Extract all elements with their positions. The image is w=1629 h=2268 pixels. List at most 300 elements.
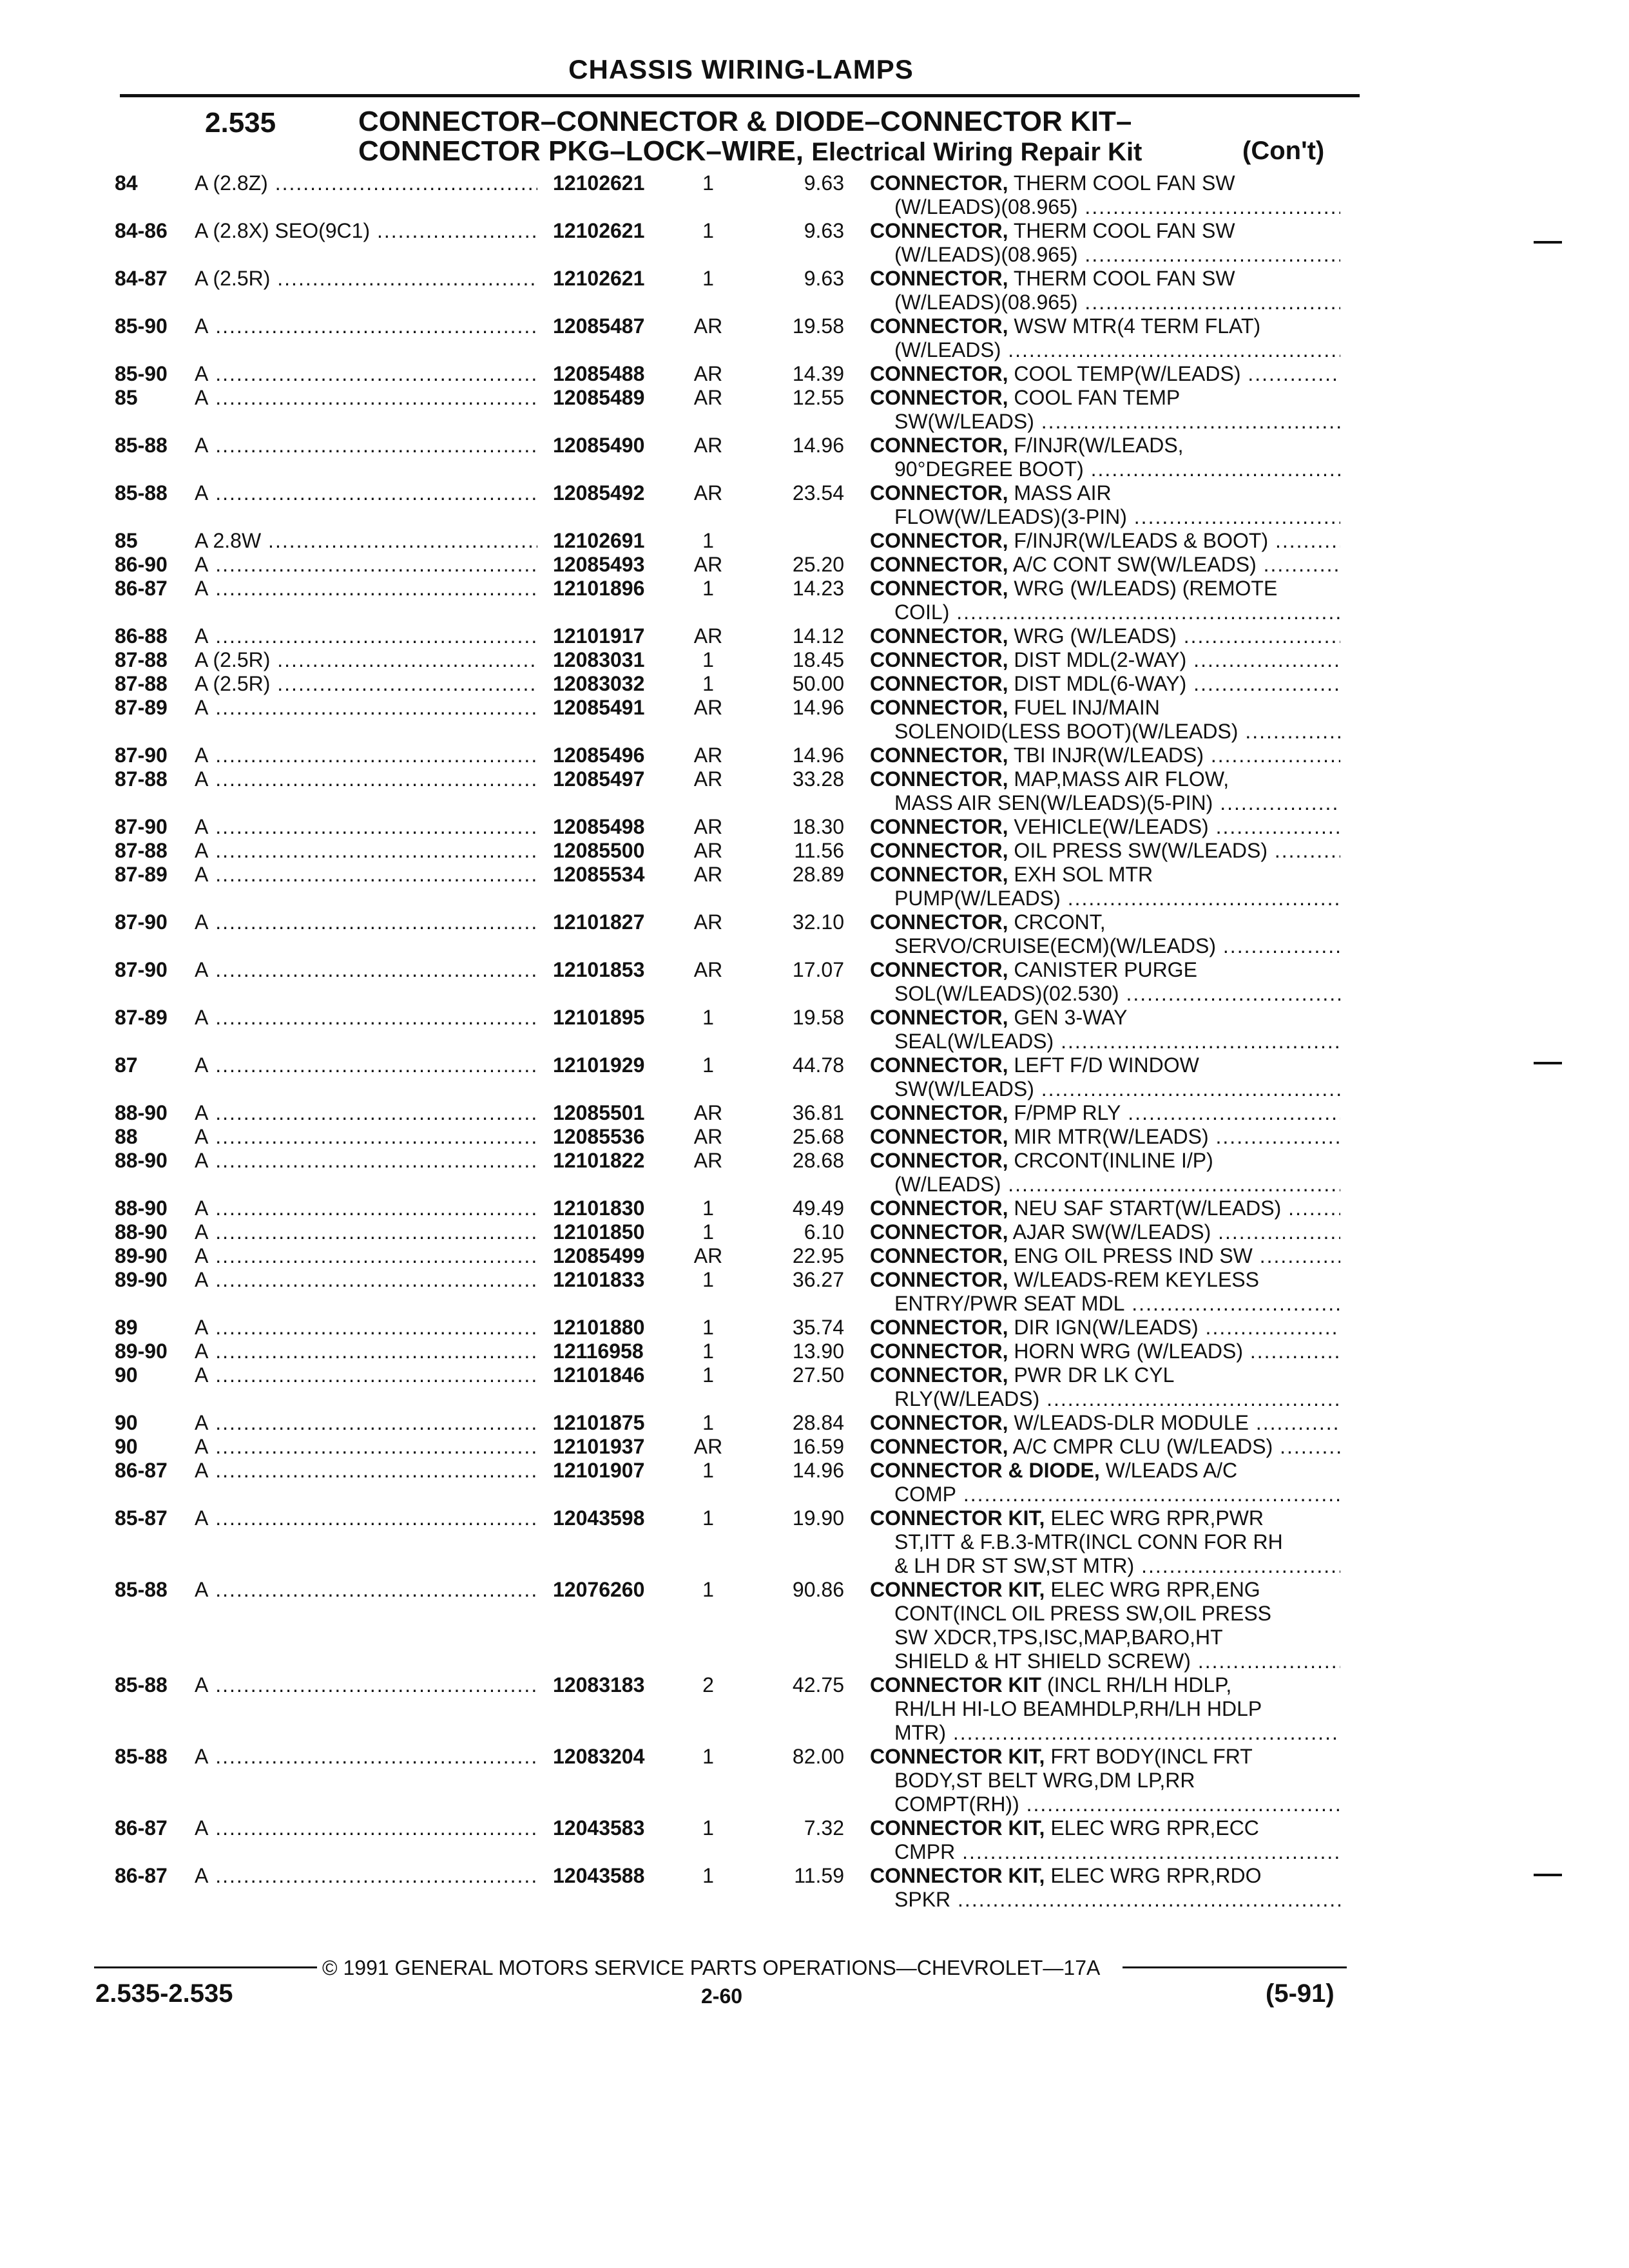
price-cell: 49.49 [792,1196,844,1220]
description-line [870,338,1340,362]
year-cell: 85-88 [115,1673,168,1696]
price-cell: 50.00 [792,672,844,695]
description-line [870,1888,1340,1912]
part-number-cell: 12101937 [553,1435,645,1458]
description-keyword: CONNECTOR, [870,672,1008,695]
application-cell: A ..... [195,1196,537,1220]
description-line [870,1363,1340,1387]
parts-row [0,362,1629,386]
description-line [870,1173,1340,1196]
description-line [870,1340,1340,1363]
description-keyword: CONNECTOR, [870,1101,1008,1124]
year-cell: 84 [115,171,138,195]
description-cell [870,1125,1340,1149]
description-keyword: CONNECTOR, [870,1363,1008,1387]
description-line [870,1840,1340,1864]
description-cell [870,1149,1340,1196]
description-cell [870,910,1340,958]
description-line [870,648,1340,672]
price-cell: 19.58 [792,314,844,338]
quantity-cell: AR [693,481,723,505]
description-cell [870,1316,1340,1340]
description-keyword: CONNECTOR, [870,1053,1008,1077]
description-line [870,1125,1340,1149]
description-keyword: CONNECTOR, [870,1244,1008,1267]
application-cell: A 2.8W ..... [195,529,537,553]
description-cell [870,1864,1340,1912]
price-cell: 18.30 [792,815,844,838]
description-line [870,1006,1340,1030]
year-cell: 89 [115,1316,138,1339]
quantity-cell: AR [693,553,723,576]
part-number-cell: 12083032 [553,672,645,695]
price-cell: 14.96 [792,1459,844,1482]
description-cell [870,1196,1340,1220]
parts-row [0,767,1629,815]
description-keyword: CONNECTOR, [870,910,1008,934]
year-cell: 87-90 [115,958,168,981]
description-text: CRCONT, [1014,910,1106,934]
application-cell: A ..... [195,1006,537,1030]
part-number-cell: 12101833 [553,1268,645,1291]
part-number-cell: 12085496 [553,744,645,767]
part-number-cell: 12043598 [553,1506,645,1530]
description-line [870,982,1340,1006]
description-line [870,1864,1340,1888]
description-keyword: CONNECTOR KIT, [870,1506,1045,1530]
description-keyword: CONNECTOR, [870,577,1008,600]
quantity-cell: 1 [702,1006,714,1029]
section-title [358,107,1142,167]
description-line [870,1697,1340,1721]
year-cell: 86-87 [115,1864,168,1887]
description-text: F/PMP RLY [1014,1101,1121,1124]
description-keyword: CONNECTOR KIT, [870,1745,1045,1768]
quantity-cell: 1 [702,1220,714,1244]
margin-mark [1534,1874,1562,1876]
part-number-cell: 12085498 [553,815,645,838]
quantity-cell: 1 [702,219,714,242]
parts-row [0,553,1629,577]
quantity-cell: 1 [702,577,714,600]
application-cell: A ..... [195,1578,537,1602]
part-number-cell: 12101830 [553,1196,645,1220]
description-cell [870,1220,1340,1244]
description-keyword: CONNECTOR, [870,1149,1008,1172]
description-text: A/C CMPR CLU (W/LEADS) [1012,1435,1273,1458]
quantity-cell: 2 [702,1673,714,1696]
description-line [870,1769,1340,1792]
description-cell [870,434,1340,481]
description-keyword: CONNECTOR, [870,624,1008,648]
price-cell: 23.54 [792,481,844,505]
description-text: MIR MTR(W/LEADS) [1014,1125,1209,1148]
description-cell [870,219,1340,267]
parts-row [0,744,1629,767]
description-keyword: CONNECTOR & DIODE, [870,1459,1100,1482]
description-line [870,505,1340,529]
description-line [870,1721,1340,1745]
description-keyword: CONNECTOR, [870,839,1008,862]
description-line [870,267,1340,291]
price-cell: 42.75 [792,1673,844,1696]
description-line [870,624,1340,648]
year-cell: 87 [115,1053,138,1077]
part-number-cell: 12101827 [553,910,645,934]
quantity-cell: 1 [702,648,714,671]
description-text: MTR) [894,1721,946,1744]
description-cell [870,839,1340,863]
year-cell: 87-88 [115,672,168,695]
description-text: DIST MDL(6-WAY) [1014,672,1187,695]
year-cell: 84-86 [115,219,168,242]
description-text: GEN 3-WAY [1014,1006,1128,1029]
application-cell: A ..... [195,1411,537,1435]
application-cell: A ..... [195,1435,537,1459]
description-text: (W/LEADS)(08.965) [894,291,1078,314]
description-keyword: CONNECTOR, [870,267,1008,290]
quantity-cell: 1 [702,1864,714,1887]
parts-row [0,386,1629,434]
description-line [870,1506,1340,1530]
description-line [870,1649,1340,1673]
description-line [870,1459,1340,1483]
description-text: F/INJR(W/LEADS, [1014,434,1184,457]
description-line [870,434,1340,457]
quantity-cell: 1 [702,1506,714,1530]
description-cell [870,1363,1340,1411]
parts-row [0,434,1629,481]
description-line [870,815,1340,839]
description-text: EXH SOL MTR [1014,863,1153,886]
description-text: FRT BODY(INCL FRT [1050,1745,1253,1768]
application-cell: A ..... [195,1506,537,1530]
price-cell: 14.96 [792,744,844,767]
description-keyword: CONNECTOR KIT, [870,1864,1045,1887]
price-cell: 28.84 [792,1411,844,1434]
part-number-cell: 12101822 [553,1149,645,1172]
margin-mark [1534,241,1562,244]
description-cell [870,1673,1340,1745]
price-cell: 11.59 [794,1864,844,1887]
description-line [870,672,1340,696]
part-number-cell: 12076260 [553,1578,645,1601]
description-text: ENG OIL PRESS IND SW [1014,1244,1253,1267]
quantity-cell: 1 [702,1459,714,1482]
description-keyword: CONNECTOR KIT, [870,1816,1045,1840]
description-line [870,958,1340,982]
description-text: ELEC WRG RPR,ECC [1050,1816,1259,1840]
part-number-cell: 12102621 [553,267,645,290]
application-cell: A (2.5R) ..... [195,648,537,672]
year-cell: 86-87 [115,1816,168,1840]
description-line [870,791,1340,815]
year-cell: 88-90 [115,1101,168,1124]
description-line [870,696,1340,720]
year-cell: 89-90 [115,1268,168,1291]
parts-list [0,171,1629,1912]
year-cell: 87-90 [115,910,168,934]
description-cell [870,1506,1340,1578]
description-line [870,1673,1340,1697]
description-keyword: CONNECTOR, [870,1340,1008,1363]
year-cell: 87-88 [115,648,168,671]
description-text: CANISTER PURGE [1014,958,1197,981]
description-line [870,457,1340,481]
application-cell: A ..... [195,1220,537,1244]
quantity-cell: AR [693,958,723,981]
description-text: RLY(W/LEADS) [894,1387,1040,1410]
description-cell [870,863,1340,910]
price-cell: 14.96 [792,434,844,457]
part-number-cell: 12101896 [553,577,645,600]
year-cell: 88-90 [115,1220,168,1244]
price-cell: 9.63 [804,171,844,195]
description-text: DIST MDL(2-WAY) [1014,648,1187,671]
parts-row [0,672,1629,696]
price-cell: 36.27 [792,1268,844,1291]
part-number-cell: 12101895 [553,1006,645,1029]
description-keyword: CONNECTOR, [870,863,1008,886]
description-text: AJAR SW(W/LEADS) [1012,1220,1211,1244]
description-line [870,362,1340,386]
description-line [870,1435,1340,1459]
price-cell: 9.63 [804,267,844,290]
description-line [870,1077,1340,1101]
year-cell: 84-87 [115,267,168,290]
year-cell: 87-89 [115,1006,168,1029]
price-cell: 33.28 [792,767,844,791]
part-number-cell: 12085490 [553,434,645,457]
application-cell: A ..... [195,863,537,887]
application-cell: A ..... [195,1149,537,1173]
parts-row [0,1673,1629,1745]
quantity-cell: AR [693,1125,723,1148]
description-cell [870,1340,1340,1363]
quantity-cell: AR [693,434,723,457]
description-text: PWR DR LK CYL [1014,1363,1175,1387]
year-cell: 87-88 [115,767,168,791]
application-cell: A (2.5R) ..... [195,672,537,696]
part-number-cell: 12085501 [553,1101,645,1124]
description-cell [870,1459,1340,1506]
parts-row [0,267,1629,314]
description-text: ENTRY/PWR SEAT MDL [894,1292,1125,1315]
description-text: W/LEADS A/C [1105,1459,1238,1482]
description-text: ELEC WRG RPR,RDO [1050,1864,1262,1887]
parts-row [0,624,1629,648]
description-cell [870,362,1340,386]
description-text: OIL PRESS SW(W/LEADS) [1014,839,1268,862]
description-cell [870,1268,1340,1316]
part-number-cell: 12102621 [553,171,645,195]
parts-row [0,1268,1629,1316]
year-cell: 85-90 [115,314,168,338]
quantity-cell: 1 [702,171,714,195]
description-line [870,1292,1340,1316]
quantity-cell: AR [693,910,723,934]
application-cell: A ..... [195,910,537,934]
part-number-cell: 12085491 [553,696,645,719]
description-line [870,1316,1340,1340]
description-line [870,839,1340,863]
application-cell: A ..... [195,1268,537,1292]
application-cell: A ..... [195,1101,537,1125]
price-cell: 25.20 [792,553,844,576]
price-cell: 28.89 [792,863,844,886]
parts-row [0,1864,1629,1912]
price-cell: 12.55 [792,386,844,409]
description-line [870,291,1340,314]
description-keyword: CONNECTOR, [870,1006,1008,1029]
parts-row [0,529,1629,553]
description-cell [870,1244,1340,1268]
application-cell: A ..... [195,839,537,863]
margin-mark [1534,1062,1562,1064]
description-line [870,1053,1340,1077]
part-number-cell: 12085497 [553,767,645,791]
description-text: NEU SAF START(W/LEADS) [1014,1196,1282,1220]
description-line [870,767,1340,791]
parts-row [0,219,1629,267]
description-keyword: CONNECTOR, [870,696,1008,719]
quantity-cell: AR [693,1149,723,1172]
description-text: W/LEADS-DLR MODULE [1014,1411,1249,1434]
description-text: PUMP(W/LEADS) [894,887,1061,910]
description-cell [870,481,1340,529]
description-keyword: CONNECTOR, [870,1196,1008,1220]
year-cell: 87-89 [115,696,168,719]
parts-row [0,314,1629,362]
footer-rule-left [94,1966,317,1968]
quantity-cell: AR [693,863,723,886]
description-text: F/INJR(W/LEADS & BOOT) [1014,529,1269,552]
price-cell: 22.95 [792,1244,844,1267]
section-title-line2-bold: CONNECTOR PKG–LOCK–WIRE, [358,135,804,167]
quantity-cell: 1 [702,1196,714,1220]
part-number-cell: 12102621 [553,219,645,242]
section-number: 2.535 [205,107,276,139]
application-cell: A ..... [195,1363,537,1387]
description-text: WRG (W/LEADS) [1014,624,1177,648]
parts-row [0,1149,1629,1196]
part-number-cell: 12116958 [553,1340,644,1363]
description-text: MASS AIR SEN(W/LEADS)(5-PIN) [894,791,1213,814]
footer-date-code: (5-91) [1266,1979,1335,2008]
description-cell [870,1435,1340,1459]
parts-row [0,1196,1629,1220]
parts-row [0,1101,1629,1125]
description-line [870,577,1340,601]
description-line [870,1602,1340,1626]
application-cell: A ..... [195,314,537,338]
price-cell: 9.63 [804,219,844,242]
application-cell: A ..... [195,1673,537,1697]
description-text: THERM COOL FAN SW [1013,219,1235,242]
quantity-cell: 1 [702,1316,714,1339]
description-line [870,553,1340,577]
description-text: LEFT F/D WINDOW [1014,1053,1199,1077]
continued-label: (Con't) [1242,137,1325,165]
price-cell: 11.56 [794,839,844,862]
description-keyword: CONNECTOR, [870,481,1008,505]
part-number-cell: 12101846 [553,1363,645,1387]
description-line [870,744,1340,767]
year-cell: 87-90 [115,815,168,838]
description-line [870,1220,1340,1244]
year-cell: 85-88 [115,481,168,505]
description-keyword: CONNECTOR, [870,1220,1008,1244]
description-cell [870,958,1340,1006]
footer-page-number: 2-60 [701,1984,743,2008]
part-number-cell: 12085487 [553,314,645,338]
parts-row [0,481,1629,529]
description-text: RH/LH HI-LO BEAMHDLP,RH/LH HDLP [894,1697,1262,1720]
quantity-cell: 1 [702,672,714,695]
description-text: COMPT(RH)) [894,1792,1019,1816]
price-cell: 7.32 [804,1816,844,1840]
description-line [870,1387,1340,1411]
description-cell [870,1053,1340,1101]
description-text: (W/LEADS)(08.965) [894,195,1078,218]
application-cell: A ..... [195,577,537,601]
description-line [870,1149,1340,1173]
application-cell: A ..... [195,553,537,577]
description-line [870,1411,1340,1435]
description-text: MAP,MASS AIR FLOW, [1014,767,1229,791]
application-cell: A (2.8Z) ..... [195,171,537,195]
year-cell: 90 [115,1435,138,1458]
part-number-cell: 12101853 [553,958,645,981]
description-line [870,529,1340,553]
description-line [870,1578,1340,1602]
price-cell: 14.96 [792,696,844,719]
description-keyword: CONNECTOR, [870,386,1008,409]
description-text: & LH DR ST SW,ST MTR) [894,1554,1135,1577]
description-text: SHIELD & HT SHIELD SCREW) [894,1649,1191,1673]
description-text: HORN WRG (W/LEADS) [1014,1340,1243,1363]
description-keyword: CONNECTOR, [870,648,1008,671]
description-text: THERM COOL FAN SW [1013,267,1235,290]
year-cell: 90 [115,1363,138,1387]
price-cell: 90.86 [792,1578,844,1601]
description-text: COOL TEMP(W/LEADS) [1014,362,1241,385]
description-text: MASS AIR [1014,481,1112,505]
description-text: (W/LEADS) [894,1173,1001,1196]
price-cell: 17.07 [792,958,844,981]
parts-row [0,839,1629,863]
application-cell: A ..... [195,958,537,982]
description-keyword: CONNECTOR, [870,171,1008,195]
part-number-cell: 12085488 [553,362,645,385]
description-text: (INCL RH/LH HDLP, [1046,1673,1232,1696]
price-cell: 35.74 [792,1316,844,1339]
description-line [870,195,1340,219]
description-text: (W/LEADS)(08.965) [894,243,1078,266]
price-cell: 44.78 [792,1053,844,1077]
description-text: COOL FAN TEMP [1014,386,1181,409]
description-text: VEHICLE(W/LEADS) [1014,815,1209,838]
description-cell [870,744,1340,767]
description-text: ST,ITT & F.B.3-MTR(INCL CONN FOR RH [894,1530,1283,1553]
part-number-cell: 12085499 [553,1244,645,1267]
description-line [870,481,1340,505]
application-cell: A ..... [195,1053,537,1077]
description-text: SERVO/CRUISE(ECM)(W/LEADS) [894,934,1217,957]
application-cell: A ..... [195,815,537,839]
parts-row [0,1411,1629,1435]
quantity-cell: AR [693,1244,723,1267]
